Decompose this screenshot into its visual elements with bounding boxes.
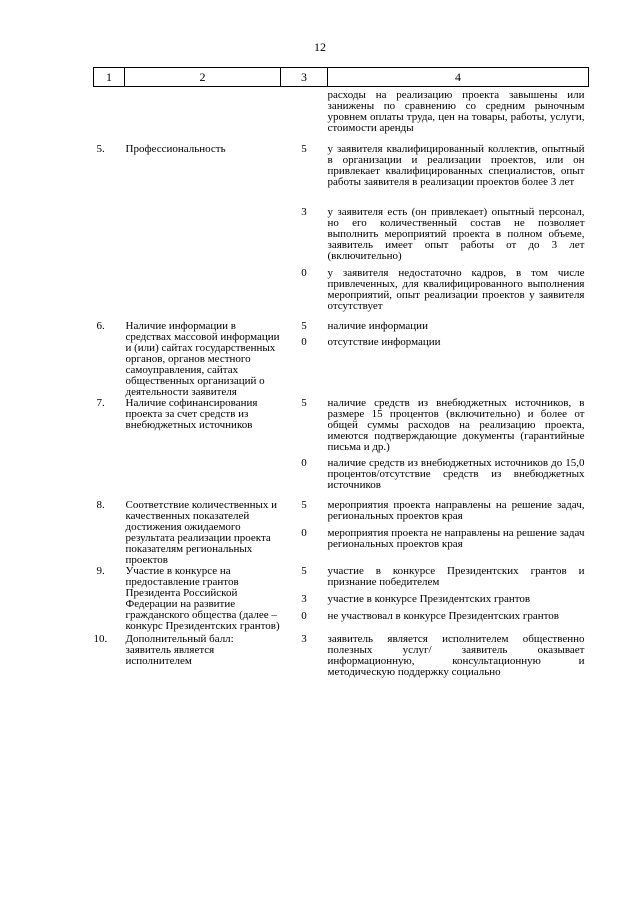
criterion-label: Наличие информации в средствах массовой информации и (или) сайтах государственных органов, органов местного самоуправления, сайтах общественных организаций о деятельности заявителя (125, 320, 280, 398)
table-row (94, 500, 589, 566)
table-row (94, 634, 589, 678)
criterion-label: Дополнительный балл: заявитель является исполнителем (125, 633, 234, 667)
option-description: отсутствие информации (327, 336, 441, 348)
header-col-1: 1 (94, 68, 125, 87)
row-number: 9. (96, 565, 105, 577)
option-description: у заявителя есть (он привлекает) опытный персонал, но его количественный состав не позволяет выполнить мероприятий проекта в полном объеме, заявитель имеет опыт работы от до 3 лет (включительно) (327, 206, 585, 262)
criterion-label: Наличие софинансирования проекта за счет средств из внебюджетных источников (125, 397, 258, 431)
table-row (94, 141, 589, 321)
score-value: 0 (301, 610, 307, 622)
option-description: мероприятия проекта направлены на решение задач, региональных проектов края (327, 499, 585, 522)
row-number: 6. (96, 320, 105, 332)
row-number: 5. (96, 143, 105, 155)
score-value: 5 (301, 565, 307, 577)
table-row (94, 398, 589, 500)
option-description: наличие информации (327, 320, 428, 332)
score-value: 0 (301, 336, 307, 348)
option-description: наличие средств из внебюджетных источников, в размере 15 процентов (включительно) и более от общей суммы расходов на реализацию проекта, имеются подтверждающие документы (гарантийные письма и др.) (327, 397, 585, 453)
header-col-3: 3 (281, 68, 328, 87)
row-number: 10. (93, 633, 108, 645)
header-col-4: 4 (328, 68, 589, 87)
criterion-label: Соответствие количественных и качественных показателей достижения ожидаемого результата реализации проекта показателям региональных проектов (125, 499, 278, 566)
score-value: 5 (301, 499, 307, 511)
continuation-row (94, 87, 589, 142)
option-description: участие в конкурсе Президентских грантов (327, 593, 531, 605)
row-number: 7. (96, 397, 105, 409)
score-value: 3 (301, 633, 307, 645)
table-row (94, 566, 589, 634)
row-number: 8. (96, 499, 105, 511)
table-header-row (94, 68, 589, 87)
score-value: 0 (301, 527, 307, 539)
score-value: 0 (301, 267, 307, 279)
criteria-table (93, 67, 589, 678)
criterion-label: Участие в конкурсе на предоставление грантов Президента Российской Федерации на развитие гражданского общества (далее – конкурс Президентских грантов) (125, 565, 280, 632)
page-number: 12 (314, 40, 326, 54)
option-description: заявитель является исполнителем общественно полезных услуг/ заявитель оказывает информационную, консультационную и методическую поддержку социально (327, 633, 585, 678)
option-description: наличие средств из внебюджетных источников до 15,0 процентов/отсутствие средств из внебюджетных источников (327, 457, 585, 491)
option-description: у заявителя квалифицированный коллектив, опытный в организации и реализации проектов, или он привлекает квалифицированных специалистов, опыт работы заявителя в реализации проектов более 3 лет (327, 143, 585, 188)
score-value: 5 (301, 320, 307, 332)
option-description: мероприятия проекта не направлены на решение задач региональных проектов края (327, 527, 585, 550)
option-description: у заявителя недостаточно кадров, в том числе привлеченных, для квалифицированного выполнения мероприятий, опыт реализации проектов у заявителя отсутствует (327, 267, 585, 312)
score-value: 3 (301, 206, 307, 218)
score-value: 5 (301, 397, 307, 409)
criterion-label: Профессиональность (125, 143, 226, 155)
table-row (94, 321, 589, 398)
score-value: 3 (301, 593, 307, 605)
score-value: 5 (301, 143, 307, 155)
header-col-2: 2 (125, 68, 281, 87)
option-description: не участвовал в конкурсе Президентских грантов (327, 610, 559, 622)
score-value: 0 (301, 457, 307, 469)
continuation-text: расходы на реализацию проекта завышены или занижены по сравнению со средним рыночным уровнем оплаты труда, цен на товары, работы, услуги, стоимости аренды (327, 89, 585, 134)
option-description: участие в конкурсе Президентских грантов и признание победителем (327, 565, 585, 588)
